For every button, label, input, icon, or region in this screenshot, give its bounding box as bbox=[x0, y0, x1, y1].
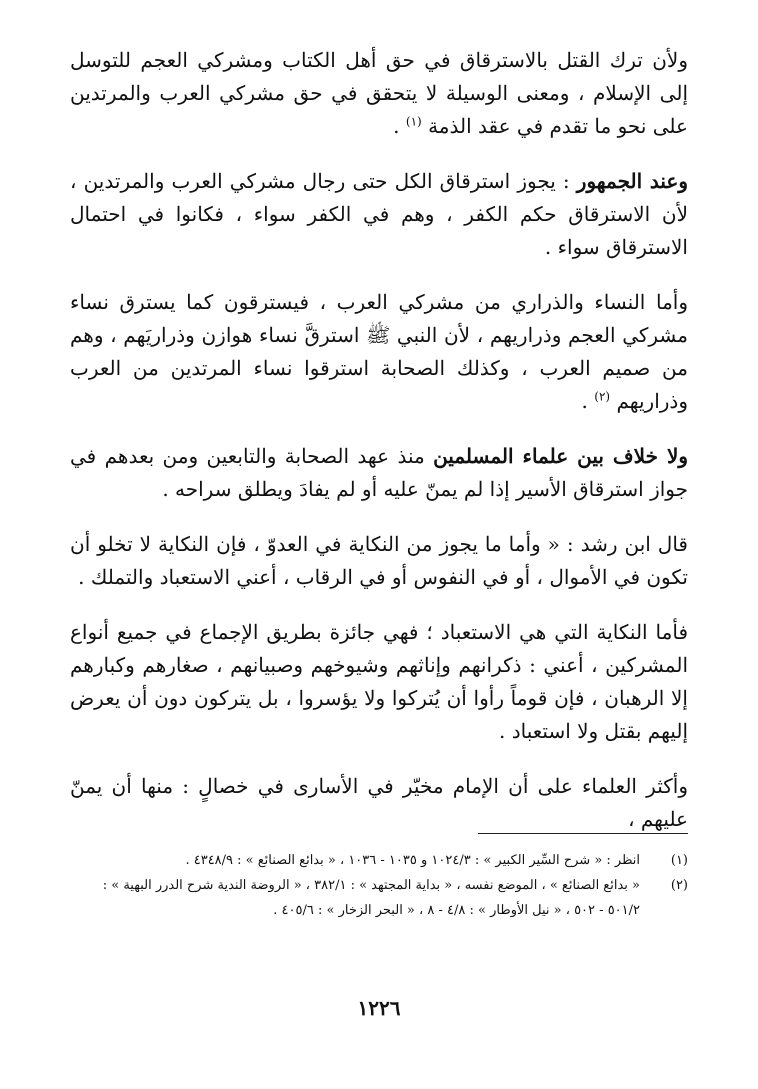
paragraph-1 bbox=[70, 44, 688, 143]
paragraph-3-tail: . bbox=[581, 389, 595, 413]
paragraph-2-lead: وعند الجمهور bbox=[576, 169, 688, 193]
paragraph-4-lead: ولا خلاف بين علماء المسلمين bbox=[433, 444, 689, 468]
footnote-ref-1[interactable]: (١) bbox=[405, 114, 422, 129]
paragraph-1-text: ولأن ترك القتل بالاسترقاق في حق أهل الكتاب ومشركي العجم للتوسل إلى الإسلام ، ومعنى الوسيلة لا يتحقق في حق مشركي العرب والمرتدين على نحو ما تقدم في عقد الذمة bbox=[70, 48, 688, 138]
paragraph-3-text: وأما النساء والذراري من مشركي العرب ، فيسترقون كما يسترق نساء مشركي العجم وذراريهم ، لأن النبي ﷺ استرقَّ نساء هوازن وذراريَهم ، وهم من صميم العرب ، وكذلك الصحابة استرقوا نساء المرتدين من العرب وذراريهم bbox=[70, 290, 688, 413]
paragraph-7-text: وأكثر العلماء على أن الإمام مخيّر في الأسارى في خصالٍ : منها أن يمنّ عليهم ، bbox=[70, 774, 688, 831]
paragraph-4-text: منذ عهد الصحابة والتابعين ومن بعدهم في جواز استرقاق الأسير إذا لم يمنّ عليه أو لم يفادَ ويطلق سراحه . bbox=[70, 444, 688, 501]
paragraph-1-tail: . bbox=[393, 114, 406, 138]
paragraph-5 bbox=[70, 528, 688, 594]
body-text bbox=[70, 44, 688, 836]
footnote-ref-2[interactable]: (٢) bbox=[594, 389, 611, 404]
paragraph-4 bbox=[70, 440, 688, 506]
paragraph-2 bbox=[70, 165, 688, 264]
paragraph-2-text: : يجوز استرقاق الكل حتى رجال مشركي العرب والمرتدين ، لأن الاسترقاق حكم الكفر ، وهم في الكفر سواء ، فكانوا في احتمال الاسترقاق سواء . bbox=[70, 169, 688, 259]
paragraph-7 bbox=[70, 770, 688, 836]
footnote-1-text: انظر : « شرح السِّير الكبير » : ١٠٢٤/٣ و ١٠٣٥ - ١٠٣٦ ، « بدائع الصنائع » : ٤٣٤٨/٩ . bbox=[185, 853, 640, 868]
paragraph-5-text: قال ابن رشد : « وأما ما يجوز من النكاية في العدوّ ، فإن النكاية لا تخلو أن تكون في الأموال ، أو في النفوس أو في الرقاب ، أعني الاستعباد والتملك . bbox=[70, 532, 688, 589]
footnote-2-number: (٢) bbox=[670, 878, 688, 893]
footnotes bbox=[70, 848, 688, 923]
paragraph-6 bbox=[70, 616, 688, 748]
paragraph-3 bbox=[70, 286, 688, 418]
footnote-1-number: (١) bbox=[670, 853, 688, 868]
footnote-2 bbox=[70, 873, 688, 923]
footnote-1 bbox=[70, 848, 688, 873]
footnote-2-text: « بدائع الصنائع » ، الموضع نفسه ، « بداية المجتهد » : ٣٨٢/١ ، « الروضة الندية شرح الدرر البهية » : ٥٠١/٢ - ٥٠٢ ، « نيل الأوطار » : ٤/٨ - ٨ ، « البحر الزخار » : ٤٠٥/٦ . bbox=[102, 878, 640, 918]
paragraph-6-text: فأما النكاية التي هي الاستعباد ؛ فهي جائزة بطريق الإجماع في جميع أنواع المشركين ، أعني : ذكرانهم وإناثهم وشيوخهم وصبيانهم ، صغارهم وكبارهم إلا الرهبان ، فإن قوماً رأوا أن يُتركوا ولا يؤسروا ، بل يتركون دون أن يعرض إليهم بقتل ولا استعباد . bbox=[70, 620, 688, 743]
page-number: ١٢٢٦ bbox=[357, 996, 401, 1020]
footnote-divider bbox=[478, 833, 688, 834]
